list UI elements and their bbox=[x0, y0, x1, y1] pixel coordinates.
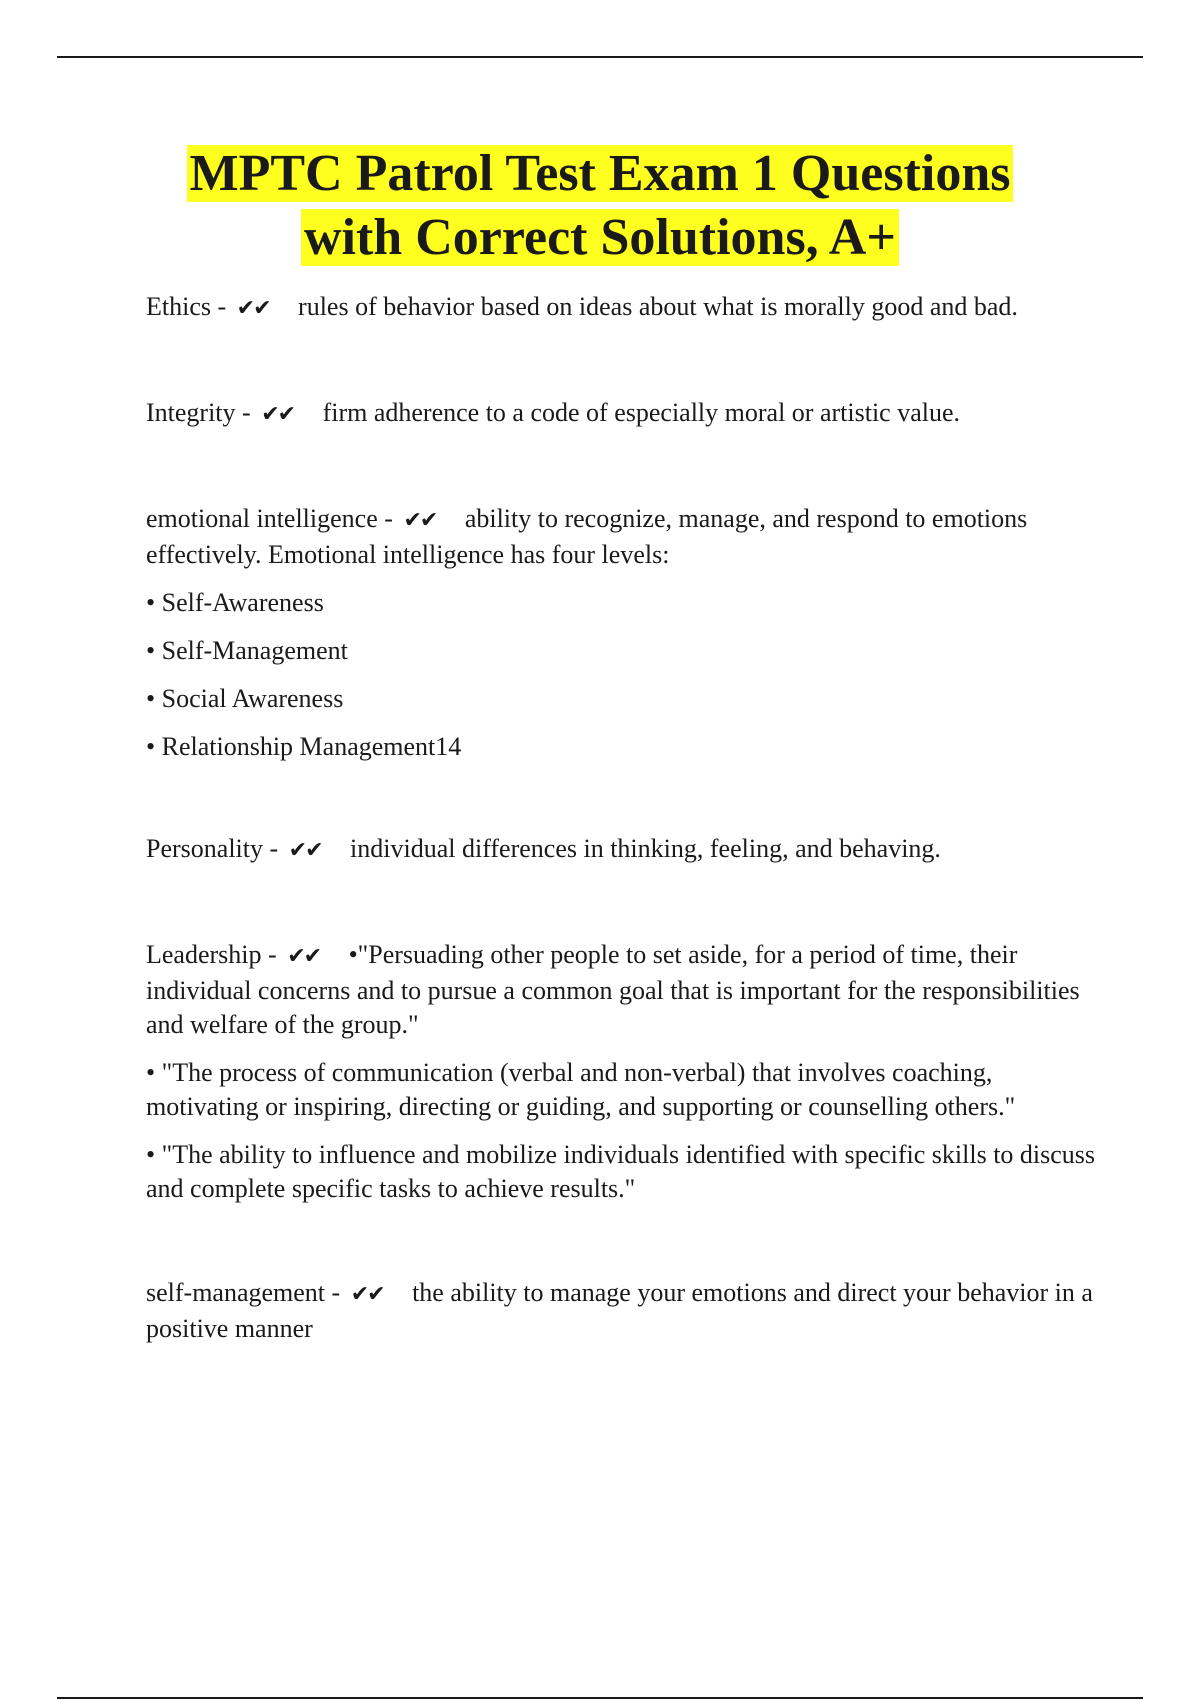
check-icon: ✔✔ bbox=[403, 508, 437, 533]
list-item: • Self-Awareness bbox=[146, 588, 324, 617]
entry-self-management: self-management - ✔✔ the ability to manage your emotions and direct your behavior in a positive manner bbox=[146, 1278, 1093, 1343]
check-icon: ✔✔ bbox=[288, 838, 322, 863]
top-rule bbox=[57, 56, 1143, 58]
list-item: • Relationship Management14 bbox=[146, 732, 462, 761]
title-line-1: MPTC Patrol Test Exam 1 Questions bbox=[187, 145, 1014, 202]
list-item: • Self-Management bbox=[146, 636, 348, 665]
bottom-rule bbox=[57, 1697, 1143, 1699]
entry-term: Ethics bbox=[146, 292, 211, 321]
list-item: • "The process of communication (verbal and non-verbal) that involves coaching, motivating or inspiring, directing or guiding, and supporting or counselling others." bbox=[146, 1058, 1016, 1121]
entry-personality: Personality - ✔✔ individual differences in thinking, feeling, and behaving. bbox=[146, 834, 941, 863]
entry-term: emotional intelligence bbox=[146, 504, 378, 533]
entry-term: self-management bbox=[146, 1278, 326, 1307]
check-icon: ✔✔ bbox=[236, 296, 270, 321]
entry-definition: firm adherence to a code of especially moral or artistic value. bbox=[322, 398, 961, 427]
entry-integrity: Integrity - ✔✔ firm adherence to a code of especially moral or artistic value. bbox=[146, 398, 961, 427]
entry-ethics: Ethics - ✔✔ rules of behavior based on ideas about what is morally good and bad. bbox=[146, 292, 1018, 321]
entry-definition: •"Persuading other people to set aside, for a period of time, their individual concerns and to pursue a common goal that is important for the responsibilities and welfare of the group." bbox=[146, 940, 1080, 1039]
list-item: • "The ability to influence and mobilize individuals identified with specific skills to discuss and complete specific tasks to achieve results." bbox=[146, 1140, 1096, 1203]
list-item: • Social Awareness bbox=[146, 684, 344, 713]
entry-emotional-intelligence: emotional intelligence - ✔✔ ability to recognize, manage, and respond to emotions effectively. Emotional intelligence has four levels: bbox=[146, 504, 1028, 569]
title-line-2: with Correct Solutions, A+ bbox=[301, 209, 899, 266]
entry-definition: individual differences in thinking, feeling, and behaving. bbox=[350, 834, 941, 863]
check-icon: ✔✔ bbox=[287, 944, 321, 969]
check-icon: ✔✔ bbox=[261, 402, 295, 427]
document-title bbox=[0, 142, 1200, 270]
entry-term: Integrity bbox=[146, 398, 236, 427]
entry-definition: rules of behavior based on ideas about what is morally good and bad. bbox=[298, 292, 1018, 321]
entry-term: Leadership bbox=[146, 940, 262, 969]
entry-definition: ability to recognize, manage, and respond to emotions effectively. Emotional intelligence has four levels: bbox=[146, 504, 1028, 569]
entry-term: Personality bbox=[146, 834, 263, 863]
check-icon: ✔✔ bbox=[350, 1282, 384, 1307]
document-body bbox=[146, 290, 1096, 1346]
entry-definition: the ability to manage your emotions and direct your behavior in a positive manner bbox=[146, 1278, 1093, 1343]
entry-leadership: Leadership - ✔✔ •"Persuading other people to set aside, for a period of time, their individual concerns and to pursue a common goal that is important for the responsibilities and welfare of the group." bbox=[146, 940, 1080, 1039]
